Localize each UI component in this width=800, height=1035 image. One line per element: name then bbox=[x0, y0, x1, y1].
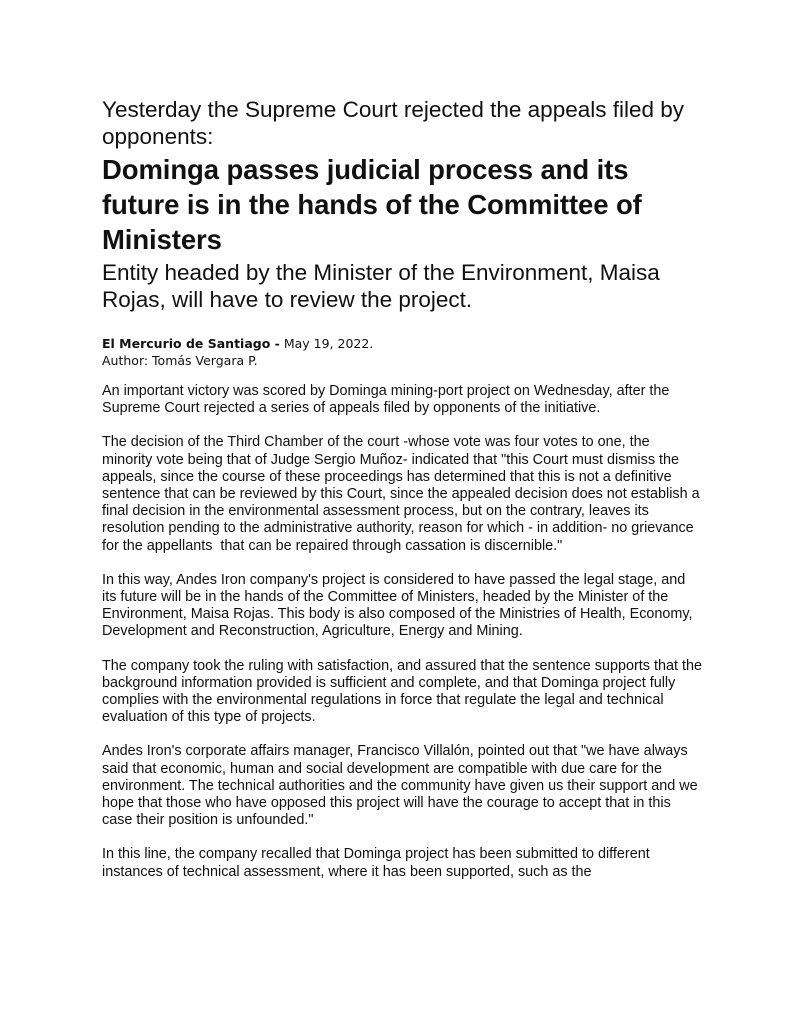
article-paragraph: In this line, the company recalled that Dominga project has been submitted to different instances of technical assessment, where it has been supported, such as the bbox=[102, 846, 654, 880]
byline bbox=[102, 335, 702, 369]
article-paragraph: In this way, Andes Iron company's project is considered to have passed the legal stage, and its future will be in the hands of the Committee of Ministers, headed by the Minister of the Environment, Maisa Rojas. This body is also composed of the Ministries of Health, Economy, Development and Reconstruction, Agriculture, Energy and Mining. bbox=[102, 571, 697, 640]
article bbox=[102, 96, 706, 898]
article-subtitle: Entity headed by the Minister of the Environment, Maisa Rojas, will have to review the project. bbox=[102, 260, 660, 312]
byline-source: El Mercurio de Santiago - bbox=[102, 336, 280, 351]
article-paragraph: The company took the ruling with satisfaction, and assured that the sentence supports that the background information provided is sufficient and complete, and that Dominga project fully complies with the environmental regulations in force that regulate the legal and technical evaluation of this type of projects. bbox=[102, 657, 706, 726]
article-body bbox=[102, 383, 706, 881]
article-paragraph: Andes Iron's corporate affairs manager, Francisco Villalón, pointed out that "we have always said that economic, human and social development are compatible with due care for the environment. The technical authorities and the community have given us their support and we hope that those who have opposed this project will have the courage to accept that in this case their position is unfounded." bbox=[102, 743, 702, 829]
byline-date: May 19, 2022. bbox=[279, 336, 374, 351]
article-headline: Dominga passes judicial process and its future is in the hands of the Committee of Ministers bbox=[102, 154, 642, 255]
article-kicker: Yesterday the Supreme Court rejected the appeals filed by opponents: bbox=[102, 97, 685, 149]
byline-author: Author: Tomás Vergara P. bbox=[102, 353, 258, 368]
article-paragraph: The decision of the Third Chamber of the court -whose vote was four votes to one, the minority vote being that of Judge Sergio Muñoz- indicated that "this Court must dismiss the appeals, since the course of these proceedings has determined that this is not a definitive sentence that can be reviewed by this Court, since the appealed decision does not establish a final decision in the environmental assessment process, but on the contrary, leaves its resolution pending to the administrative authority, reason for which - in addition- no grievance for the appellants that can be repaired through cassation is discernible." bbox=[102, 434, 704, 554]
article-paragraph: An important victory was scored by Dominga mining-port project on Wednesday, after the Supreme Court rejected a series of appeals filed by opponents of the initiative. bbox=[102, 383, 674, 417]
